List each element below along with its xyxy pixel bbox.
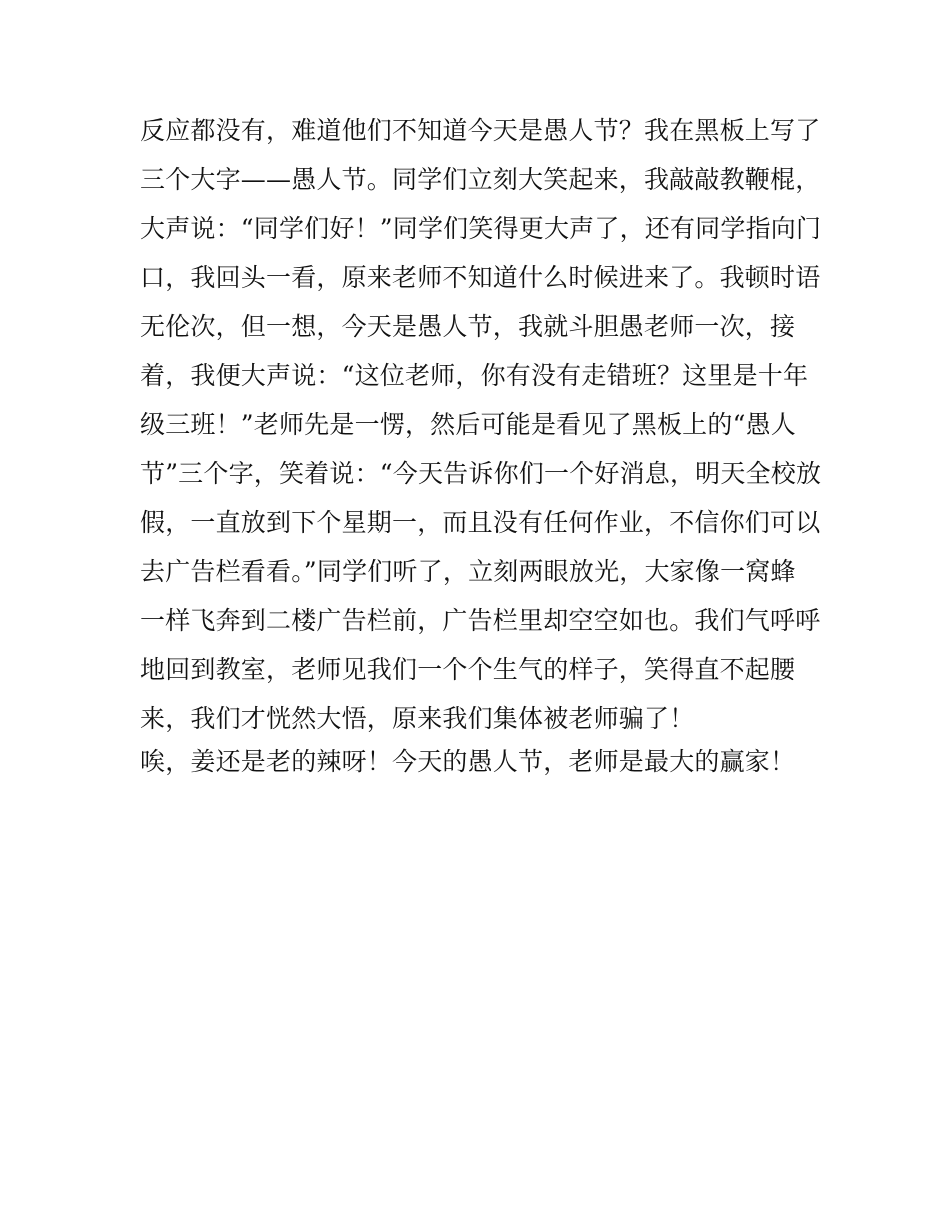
text-line: 去广告栏看看。”同学们听了，立刻两眼放光，大家像一窝蜂 xyxy=(140,557,796,586)
text-line: 假，一直放到下个星期一，而且没有任何作业，不信你们可以 xyxy=(140,508,821,537)
document-body xyxy=(140,106,820,786)
closing-paragraph: 唉，姜还是老的辣呀！今天的愚人节，老师是最大的赢家！ xyxy=(140,747,796,776)
text-line: 一样飞奔到二楼广告栏前，广告栏里却空空如也。我们气呼呼 xyxy=(140,606,821,635)
text-line: 来，我们才恍然大悟，原来我们集体被老师骗了！ xyxy=(140,704,695,733)
text-line: 大声说：“同学们好！”同学们笑得更大声了，还有同学指向门 xyxy=(140,214,822,243)
text-line: 口，我回头一看，原来老师不知道什么时候进来了。我顿时语 xyxy=(140,263,821,292)
text-line: 无伦次，但一想，今天是愚人节，我就斗胆愚老师一次，接 xyxy=(140,312,796,341)
text-line: 地回到教室，老师见我们一个个生气的样子，笑得直不起腰 xyxy=(140,655,796,684)
text-line: 三个大字——愚人节。同学们立刻大笑起来，我敲敲教鞭棍， xyxy=(140,165,821,194)
text-line: 反应都没有，难道他们不知道今天是愚人节？我在黑板上写了 xyxy=(140,116,821,145)
text-line: 节”三个字，笑着说：“今天告诉你们一个好消息，明天全校放 xyxy=(140,459,822,488)
text-line: 级三班！”老师先是一愣，然后可能是看见了黑板上的“愚人 xyxy=(140,410,796,439)
text-line: 着，我便大声说：“这位老师，你有没有走错班？这里是十年 xyxy=(140,361,809,390)
